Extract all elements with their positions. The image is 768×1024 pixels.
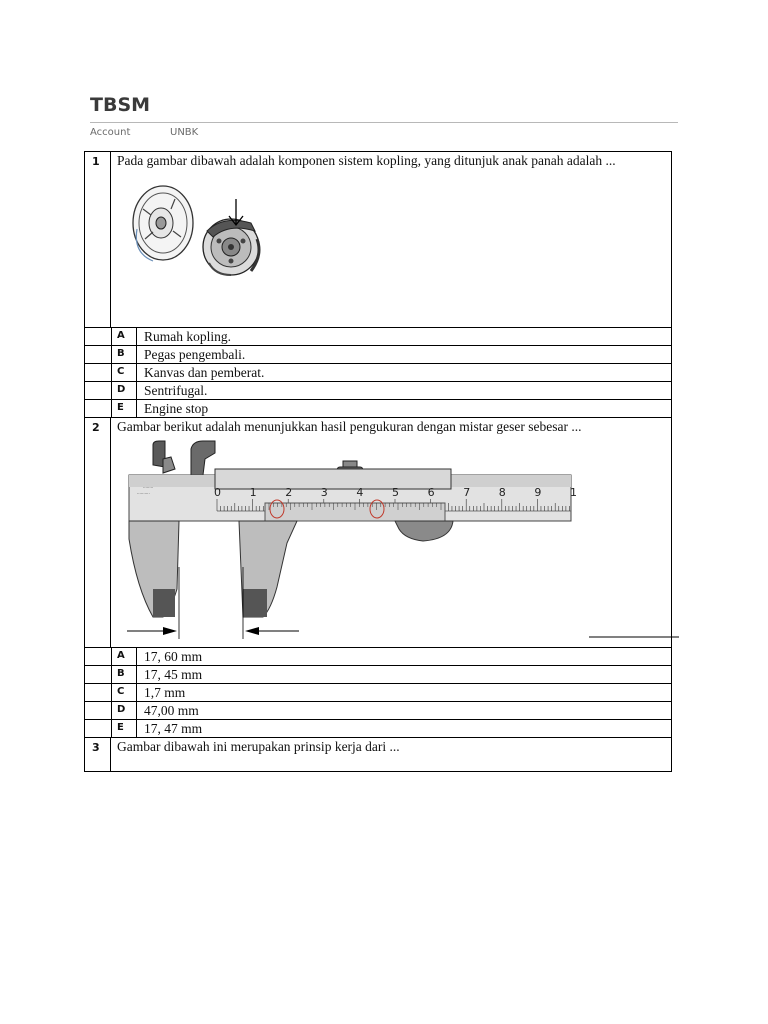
question-number: 2 [85,418,111,648]
category-link[interactable]: UNBK [170,127,199,138]
option-letter: E [111,720,137,737]
option-text: Rumah kopling. [144,329,231,344]
clutch-illustration [123,179,273,279]
svg-text:········: ········ [143,485,154,490]
option-letter: B [111,666,137,683]
option-letter: E [111,400,137,417]
question-text: Gambar berikut adalah menunjukkan hasil pengukuran dengan mistar geser sebesar ... [117,419,582,434]
option-letter: A [111,648,137,665]
question-table [84,151,672,772]
question-cell [111,738,672,772]
option-text: Kanvas dan pemberat. [144,365,265,380]
option-text: Pegas pengembali. [144,347,246,362]
option-text: Engine stop [144,401,209,416]
option-text: 17, 45 mm [144,667,203,682]
option-row[interactable] [85,400,672,418]
option-letter: D [111,702,137,719]
option-letter: D [111,382,137,399]
option-text: Sentrifugal. [144,383,208,398]
question-row [85,418,672,648]
scale-label: 1 [249,486,257,499]
question-cell [111,418,672,648]
svg-text:··········: ·········· [137,491,150,496]
page-title: TBSM [90,94,151,116]
header-divider [90,122,678,123]
question-text: Pada gambar dibawah adalah komponen sistem kopling, yang ditunjuk anak panah adalah ... [117,153,616,168]
option-letter: A [111,328,137,345]
scale-label: 0 [214,486,221,499]
option-row[interactable] [85,666,672,684]
option-text: 17, 47 mm [144,721,203,736]
option-text: 1,7 mm [144,685,186,700]
account-link[interactable]: Account [90,127,131,138]
scale-label: 9 [534,486,542,499]
option-text: 47,00 mm [144,703,199,718]
scale-label: 2 [285,486,293,499]
option-letter: B [111,346,137,363]
option-letter: C [111,684,137,701]
option-row[interactable] [85,364,672,382]
option-row[interactable] [85,382,672,400]
option-row[interactable] [85,328,672,346]
option-text: 17, 60 mm [144,649,203,664]
question-row [85,738,672,772]
scale-label: 8 [498,486,506,499]
option-letter: C [111,364,137,381]
scale-label: 1 [570,486,577,499]
scale-label: 7 [463,486,471,499]
option-row[interactable] [85,720,672,738]
option-row[interactable] [85,346,672,364]
option-row[interactable] [85,648,672,666]
scale-label: 3 [320,486,328,499]
question-number: 3 [85,738,111,772]
question-number: 1 [85,152,111,328]
scale-label: 5 [392,486,399,499]
option-row[interactable] [85,684,672,702]
scale-label: 6 [427,486,435,499]
question-cell [111,152,672,328]
question-text: Gambar dibawah ini merupakan prinsip kerja dari ... [117,739,400,754]
vernier-caliper-illustration [119,439,679,647]
option-row[interactable] [85,702,672,720]
question-row [85,152,672,328]
scale-label: 4 [356,486,364,499]
